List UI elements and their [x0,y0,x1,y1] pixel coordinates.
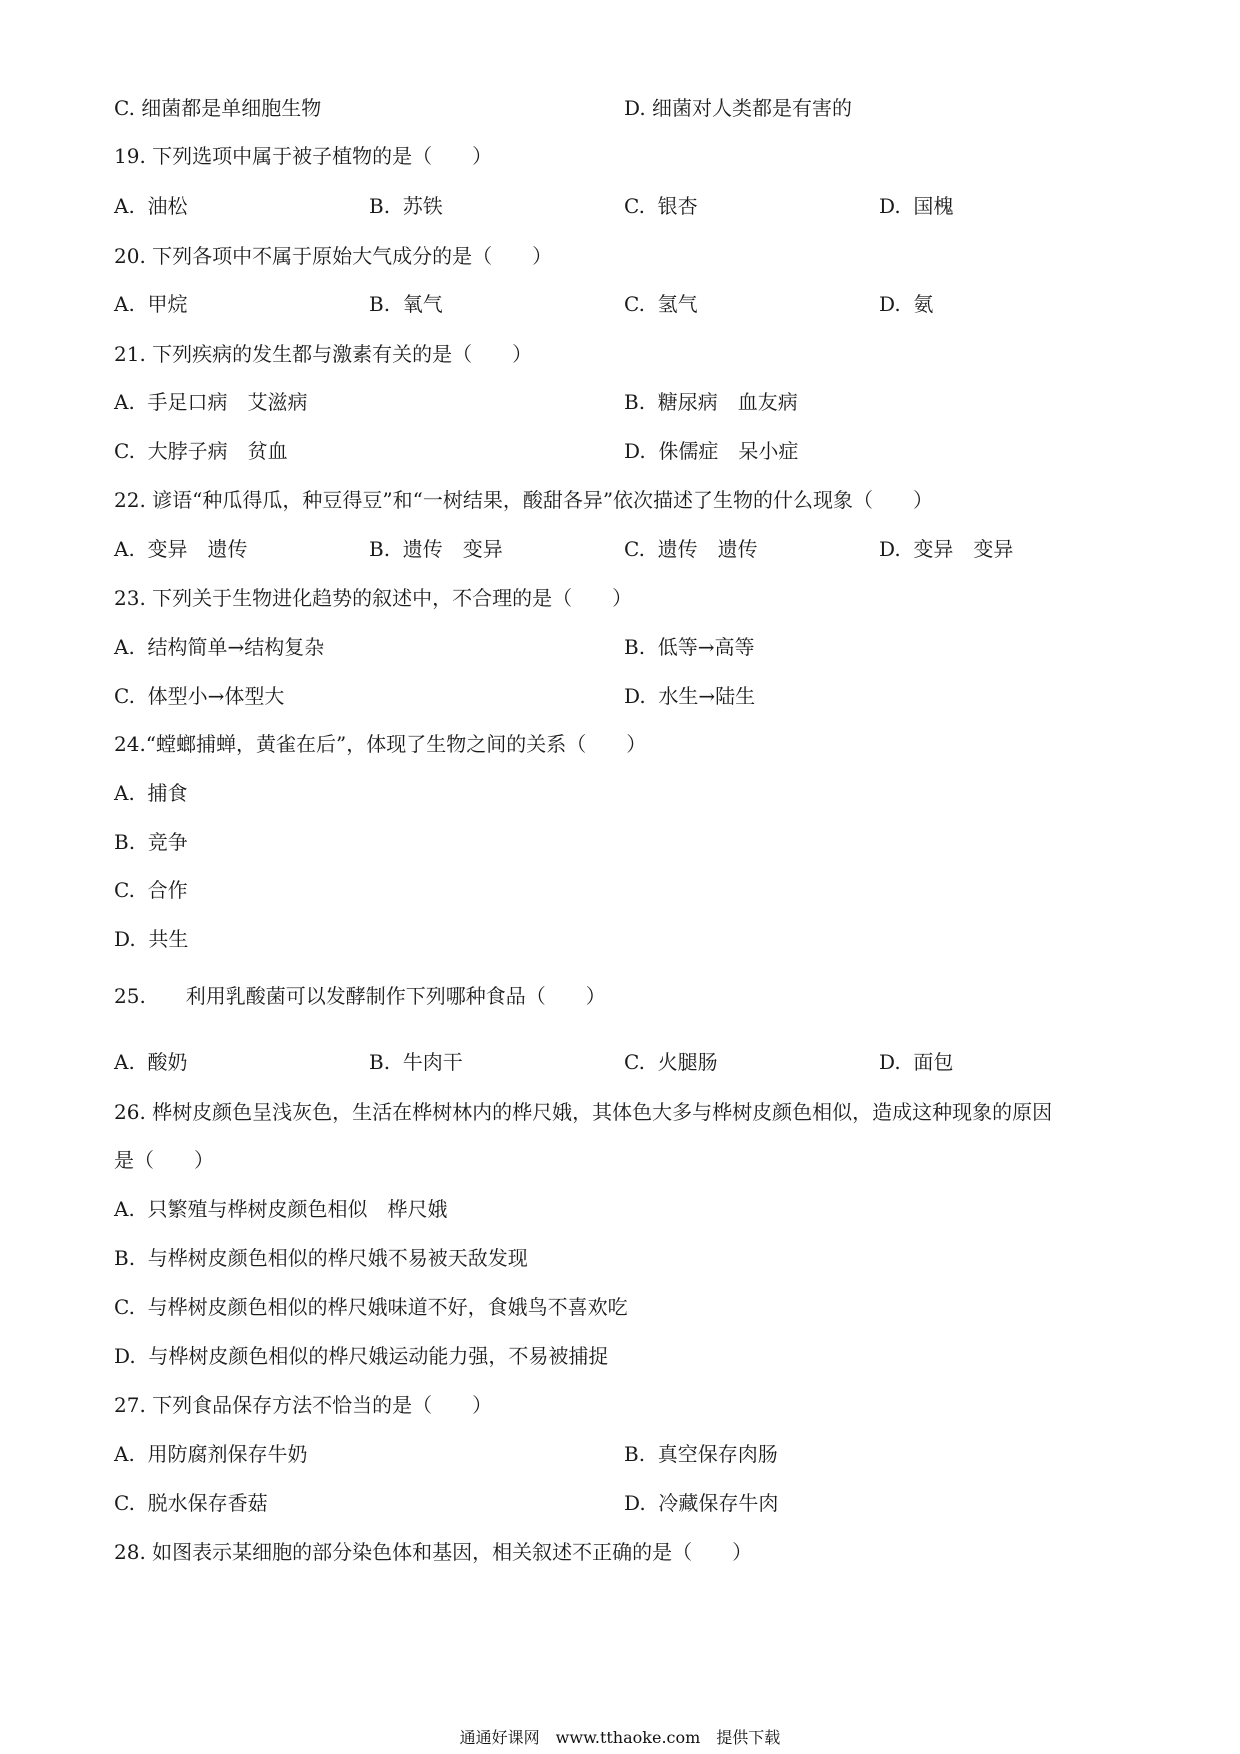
option-d: D. 氨 [879,292,934,316]
question-19-stem: 19. 下列选项中属于被子植物的是（ ） [114,144,493,168]
option-d: D. 水生→陆生 [624,684,756,708]
option-b: B. 低等→高等 [624,635,755,659]
option-a: A. 用防腐剂保存牛奶 [114,1442,308,1466]
question-24-stem: 24.“螳螂捕蝉，黄雀在后”，体现了生物之间的关系（ ） [114,732,647,756]
option-d: D. 与桦树皮颜色相似的桦尺娥运动能力强，不易被捕捉 [114,1344,609,1368]
option-a: A. 捕食 [114,781,188,805]
option-d: D. 面包 [879,1050,954,1074]
question-27-stem: 27. 下列食品保存方法不恰当的是（ ） [114,1393,493,1417]
option-a: A. 只繁殖与桦树皮颜色相似 桦尺娥 [114,1197,448,1221]
question-28-stem: 28. 如图表示某细胞的部分染色体和基因，相关叙述不正确的是（ ） [114,1540,753,1564]
page-footer: 通通好课网 www.tthaoke.com 提供下载 [459,1728,781,1747]
option-b: B. 牛肉干 [369,1050,463,1074]
question-21-stem: 21. 下列疾病的发生都与激素有关的是（ ） [114,342,533,366]
option-c: C. 脱水保存香菇 [114,1491,268,1515]
option-a: A. 结构简单→结构复杂 [114,635,325,659]
option-b: B. 苏铁 [369,194,443,218]
option-d: D. 冷藏保存牛肉 [624,1491,779,1515]
option-c: C. 体型小→体型大 [114,684,285,708]
question-26-stem: 26. 桦树皮颜色呈浅灰色，生活在桦树林内的桦尺娥，其体色大多与桦树皮颜色相似，造成这种现象的原因 [114,1100,1053,1124]
option-a: A. 甲烷 [114,292,188,316]
question-20-stem: 20. 下列各项中不属于原始大气成分的是（ ） [114,244,553,268]
option-b: B. 与桦树皮颜色相似的桦尺娥不易被天敌发现 [114,1246,528,1270]
option-a: A. 酸奶 [114,1050,188,1074]
option-d: D. 变异 变异 [879,537,1014,561]
question-26-stem-continued: 是（ ） [114,1148,214,1172]
option-c: C. 大脖子病 贫血 [114,439,288,463]
option-d: D. 侏儒症 呆小症 [624,439,799,463]
option-b: B. 竞争 [114,830,188,854]
option-d: D. 国槐 [879,194,954,218]
option-b: B. 糖尿病 血友病 [624,390,798,414]
option-c: C. 细菌都是单细胞生物 [114,96,322,120]
option-a: A. 变异 遗传 [114,537,248,561]
option-b: B. 真空保存肉肠 [624,1442,778,1466]
option-c: C. 银杏 [624,194,698,218]
option-a: A. 油松 [114,194,188,218]
option-c: C. 氢气 [624,292,698,316]
question-23-stem: 23. 下列关于生物进化趋势的叙述中，不合理的是（ ） [114,586,633,610]
question-25-stem: 25. 利用乳酸菌可以发酵制作下列哪种食品（ ） [114,984,606,1008]
option-a: A. 手足口病 艾滋病 [114,390,308,414]
option-c: C. 与桦树皮颜色相似的桦尺娥味道不好，食娥鸟不喜欢吃 [114,1295,628,1319]
option-b: B. 氧气 [369,292,443,316]
option-c: C. 遗传 遗传 [624,537,758,561]
option-d: D. 共生 [114,927,189,951]
option-c: C. 火腿肠 [624,1050,718,1074]
option-b: B. 遗传 变异 [369,537,503,561]
option-c: C. 合作 [114,878,188,902]
option-d: D. 细菌对人类都是有害的 [624,96,853,120]
question-22-stem: 22. 谚语“种瓜得瓜，种豆得豆”和“一树结果，酸甜各异”依次描述了生物的什么现象（ ） [114,488,934,512]
